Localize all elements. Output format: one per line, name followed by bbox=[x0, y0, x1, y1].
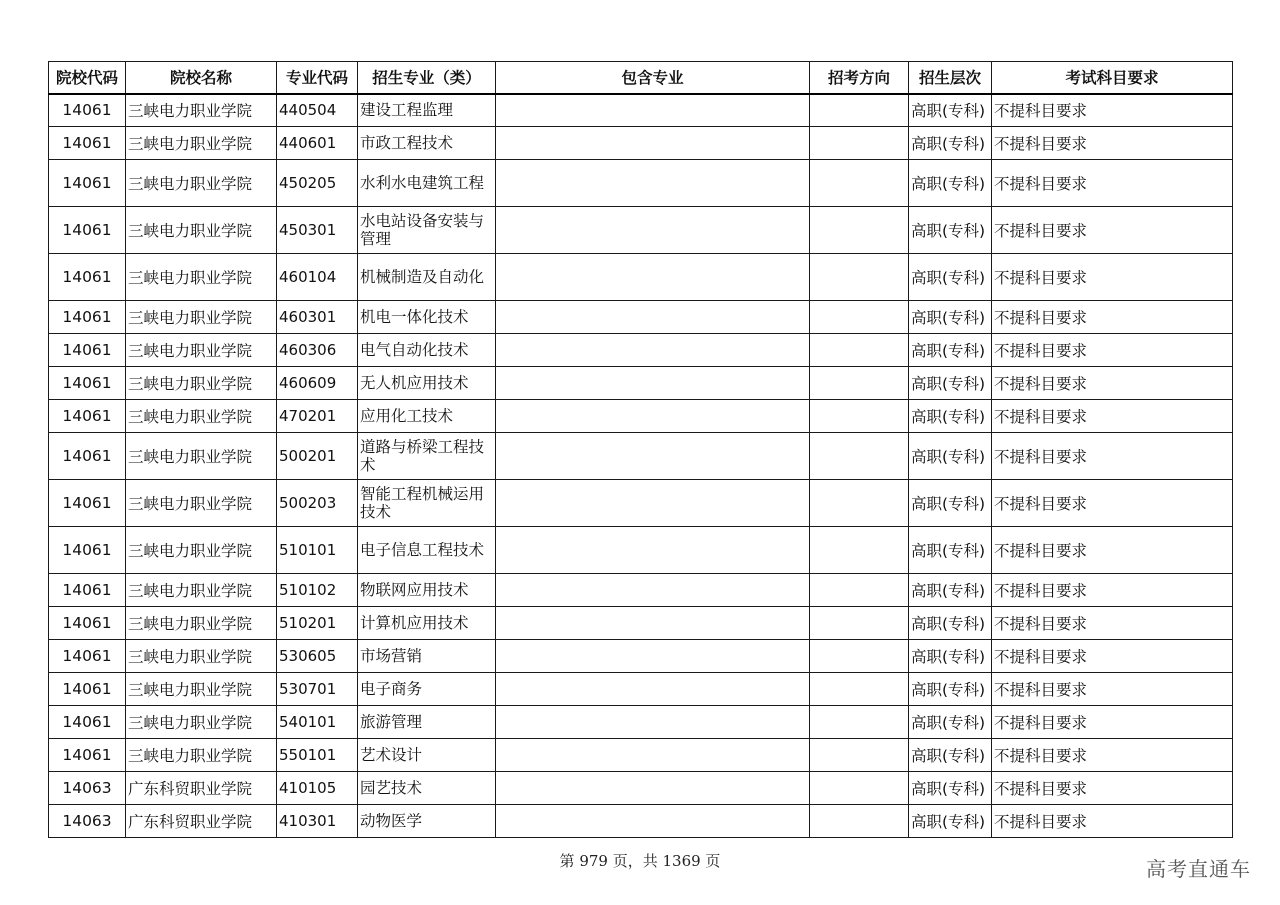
header-direction: 招考方向 bbox=[810, 62, 909, 94]
cell-major-code: 450301 bbox=[277, 207, 358, 254]
table-row bbox=[49, 433, 1233, 480]
table-row bbox=[49, 574, 1233, 607]
cell-school-name: 三峡电力职业学院 bbox=[126, 301, 277, 334]
cell-school-name: 三峡电力职业学院 bbox=[126, 673, 277, 706]
cell-requirement: 不提科目要求 bbox=[992, 805, 1233, 838]
cell-school-code: 14061 bbox=[49, 607, 126, 640]
cell-school-code: 14061 bbox=[49, 94, 126, 127]
cell-major-code: 440601 bbox=[277, 127, 358, 160]
cell-level: 高职(专科) bbox=[909, 480, 992, 527]
cell-school-code: 14061 bbox=[49, 254, 126, 301]
header-major-code: 专业代码 bbox=[277, 62, 358, 94]
cell-requirement: 不提科目要求 bbox=[992, 160, 1233, 207]
table-row bbox=[49, 527, 1233, 574]
cell-direction bbox=[810, 574, 909, 607]
cell-level: 高职(专科) bbox=[909, 706, 992, 739]
cell-major: 旅游管理 bbox=[358, 706, 496, 739]
cell-level: 高职(专科) bbox=[909, 739, 992, 772]
cell-school-code: 14061 bbox=[49, 334, 126, 367]
cell-included-majors bbox=[496, 805, 810, 838]
cell-major-code: 500203 bbox=[277, 480, 358, 527]
cell-included-majors bbox=[496, 334, 810, 367]
cell-included-majors bbox=[496, 574, 810, 607]
table-row bbox=[49, 367, 1233, 400]
cell-requirement: 不提科目要求 bbox=[992, 127, 1233, 160]
cell-major: 电子商务 bbox=[358, 673, 496, 706]
cell-school-name: 三峡电力职业学院 bbox=[126, 94, 277, 127]
header-included-majors: 包含专业 bbox=[496, 62, 810, 94]
cell-school-name: 三峡电力职业学院 bbox=[126, 207, 277, 254]
cell-school-code: 14061 bbox=[49, 673, 126, 706]
cell-included-majors bbox=[496, 127, 810, 160]
cell-requirement: 不提科目要求 bbox=[992, 433, 1233, 480]
cell-requirement: 不提科目要求 bbox=[992, 640, 1233, 673]
cell-major-code: 440504 bbox=[277, 94, 358, 127]
cell-requirement: 不提科目要求 bbox=[992, 400, 1233, 433]
cell-included-majors bbox=[496, 673, 810, 706]
cell-level: 高职(专科) bbox=[909, 400, 992, 433]
cell-direction bbox=[810, 254, 909, 301]
cell-major: 无人机应用技术 bbox=[358, 367, 496, 400]
cell-requirement: 不提科目要求 bbox=[992, 367, 1233, 400]
table-row bbox=[49, 400, 1233, 433]
cell-direction bbox=[810, 739, 909, 772]
cell-requirement: 不提科目要求 bbox=[992, 207, 1233, 254]
cell-direction bbox=[810, 301, 909, 334]
table-row bbox=[49, 254, 1233, 301]
cell-level: 高职(专科) bbox=[909, 640, 992, 673]
cell-school-name: 三峡电力职业学院 bbox=[126, 706, 277, 739]
cell-included-majors bbox=[496, 480, 810, 527]
cell-requirement: 不提科目要求 bbox=[992, 673, 1233, 706]
cell-direction bbox=[810, 94, 909, 127]
cell-direction bbox=[810, 480, 909, 527]
cell-school-name: 三峡电力职业学院 bbox=[126, 527, 277, 574]
header-requirement: 考试科目要求 bbox=[992, 62, 1233, 94]
cell-level: 高职(专科) bbox=[909, 772, 992, 805]
cell-major-code: 460609 bbox=[277, 367, 358, 400]
table-row bbox=[49, 301, 1233, 334]
cell-major: 计算机应用技术 bbox=[358, 607, 496, 640]
cell-included-majors bbox=[496, 207, 810, 254]
table-row bbox=[49, 805, 1233, 838]
cell-level: 高职(专科) bbox=[909, 367, 992, 400]
cell-major: 艺术设计 bbox=[358, 739, 496, 772]
cell-direction bbox=[810, 772, 909, 805]
cell-direction bbox=[810, 805, 909, 838]
cell-school-name: 三峡电力职业学院 bbox=[126, 640, 277, 673]
cell-requirement: 不提科目要求 bbox=[992, 94, 1233, 127]
cell-major-code: 460104 bbox=[277, 254, 358, 301]
cell-school-code: 14061 bbox=[49, 527, 126, 574]
table-row bbox=[49, 480, 1233, 527]
cell-included-majors bbox=[496, 367, 810, 400]
cell-major-code: 460301 bbox=[277, 301, 358, 334]
cell-level: 高职(专科) bbox=[909, 127, 992, 160]
cell-included-majors bbox=[496, 739, 810, 772]
cell-included-majors bbox=[496, 706, 810, 739]
cell-level: 高职(专科) bbox=[909, 527, 992, 574]
cell-included-majors bbox=[496, 640, 810, 673]
cell-requirement: 不提科目要求 bbox=[992, 574, 1233, 607]
cell-level: 高职(专科) bbox=[909, 805, 992, 838]
table-row bbox=[49, 94, 1233, 127]
cell-included-majors bbox=[496, 94, 810, 127]
cell-major: 电气自动化技术 bbox=[358, 334, 496, 367]
admission-table bbox=[48, 61, 1233, 838]
header-school-code: 院校代码 bbox=[49, 62, 126, 94]
cell-direction bbox=[810, 433, 909, 480]
cell-school-code: 14061 bbox=[49, 574, 126, 607]
table-row bbox=[49, 160, 1233, 207]
cell-school-code: 14061 bbox=[49, 640, 126, 673]
cell-major-code: 540101 bbox=[277, 706, 358, 739]
header-major: 招生专业（类） bbox=[358, 62, 496, 94]
table-row bbox=[49, 673, 1233, 706]
cell-included-majors bbox=[496, 527, 810, 574]
cell-school-name: 三峡电力职业学院 bbox=[126, 433, 277, 480]
cell-level: 高职(专科) bbox=[909, 301, 992, 334]
cell-level: 高职(专科) bbox=[909, 673, 992, 706]
cell-school-code: 14061 bbox=[49, 739, 126, 772]
cell-included-majors bbox=[496, 772, 810, 805]
table-row bbox=[49, 207, 1233, 254]
cell-major-code: 410301 bbox=[277, 805, 358, 838]
cell-level: 高职(专科) bbox=[909, 160, 992, 207]
cell-school-code: 14061 bbox=[49, 367, 126, 400]
cell-requirement: 不提科目要求 bbox=[992, 772, 1233, 805]
cell-school-code: 14061 bbox=[49, 480, 126, 527]
cell-major: 物联网应用技术 bbox=[358, 574, 496, 607]
cell-requirement: 不提科目要求 bbox=[992, 301, 1233, 334]
cell-direction bbox=[810, 160, 909, 207]
cell-level: 高职(专科) bbox=[909, 574, 992, 607]
cell-level: 高职(专科) bbox=[909, 433, 992, 480]
cell-included-majors bbox=[496, 400, 810, 433]
table-row bbox=[49, 607, 1233, 640]
cell-direction bbox=[810, 207, 909, 254]
cell-major-code: 450205 bbox=[277, 160, 358, 207]
cell-major: 建设工程监理 bbox=[358, 94, 496, 127]
header-level: 招生层次 bbox=[909, 62, 992, 94]
cell-level: 高职(专科) bbox=[909, 607, 992, 640]
cell-major-code: 500201 bbox=[277, 433, 358, 480]
cell-requirement: 不提科目要求 bbox=[992, 607, 1233, 640]
cell-major: 机械制造及自动化 bbox=[358, 254, 496, 301]
cell-school-code: 14061 bbox=[49, 207, 126, 254]
cell-major: 园艺技术 bbox=[358, 772, 496, 805]
cell-included-majors bbox=[496, 607, 810, 640]
cell-major: 市场营销 bbox=[358, 640, 496, 673]
cell-major: 动物医学 bbox=[358, 805, 496, 838]
cell-school-name: 三峡电力职业学院 bbox=[126, 160, 277, 207]
cell-school-code: 14061 bbox=[49, 160, 126, 207]
cell-direction bbox=[810, 640, 909, 673]
cell-major: 水利水电建筑工程 bbox=[358, 160, 496, 207]
cell-included-majors bbox=[496, 254, 810, 301]
table-header-row bbox=[49, 62, 1233, 94]
cell-direction bbox=[810, 607, 909, 640]
cell-school-code: 14061 bbox=[49, 433, 126, 480]
table-row bbox=[49, 640, 1233, 673]
cell-direction bbox=[810, 127, 909, 160]
cell-major: 机电一体化技术 bbox=[358, 301, 496, 334]
cell-major-code: 550101 bbox=[277, 739, 358, 772]
cell-school-code: 14061 bbox=[49, 400, 126, 433]
cell-included-majors bbox=[496, 301, 810, 334]
cell-school-name: 三峡电力职业学院 bbox=[126, 400, 277, 433]
cell-requirement: 不提科目要求 bbox=[992, 739, 1233, 772]
header-school-name: 院校名称 bbox=[126, 62, 277, 94]
cell-major-code: 470201 bbox=[277, 400, 358, 433]
page-footer: 第 979 页，共 1369 页 bbox=[559, 852, 721, 870]
cell-included-majors bbox=[496, 160, 810, 207]
cell-requirement: 不提科目要求 bbox=[992, 334, 1233, 367]
cell-direction bbox=[810, 706, 909, 739]
table-row bbox=[49, 739, 1233, 772]
cell-included-majors bbox=[496, 433, 810, 480]
cell-school-name: 三峡电力职业学院 bbox=[126, 480, 277, 527]
cell-level: 高职(专科) bbox=[909, 207, 992, 254]
cell-major-code: 530605 bbox=[277, 640, 358, 673]
cell-level: 高职(专科) bbox=[909, 254, 992, 301]
cell-major-code: 510201 bbox=[277, 607, 358, 640]
cell-school-name: 三峡电力职业学院 bbox=[126, 127, 277, 160]
cell-major-code: 460306 bbox=[277, 334, 358, 367]
cell-school-code: 14063 bbox=[49, 772, 126, 805]
cell-school-code: 14063 bbox=[49, 805, 126, 838]
cell-school-code: 14061 bbox=[49, 706, 126, 739]
cell-school-code: 14061 bbox=[49, 301, 126, 334]
cell-major: 智能工程机械运用技术 bbox=[358, 480, 496, 527]
cell-requirement: 不提科目要求 bbox=[992, 480, 1233, 527]
cell-major: 电子信息工程技术 bbox=[358, 527, 496, 574]
cell-school-name: 三峡电力职业学院 bbox=[126, 367, 277, 400]
cell-school-name: 三峡电力职业学院 bbox=[126, 739, 277, 772]
cell-school-name: 广东科贸职业学院 bbox=[126, 805, 277, 838]
cell-major: 市政工程技术 bbox=[358, 127, 496, 160]
table-row bbox=[49, 772, 1233, 805]
cell-major-code: 410105 bbox=[277, 772, 358, 805]
table-row bbox=[49, 127, 1233, 160]
cell-school-code: 14061 bbox=[49, 127, 126, 160]
cell-direction bbox=[810, 367, 909, 400]
cell-major: 水电站设备安装与管理 bbox=[358, 207, 496, 254]
cell-requirement: 不提科目要求 bbox=[992, 527, 1233, 574]
cell-level: 高职(专科) bbox=[909, 94, 992, 127]
cell-major-code: 510102 bbox=[277, 574, 358, 607]
watermark: 高考直通车 bbox=[1146, 857, 1251, 881]
table-row bbox=[49, 334, 1233, 367]
cell-major-code: 530701 bbox=[277, 673, 358, 706]
cell-major: 道路与桥梁工程技术 bbox=[358, 433, 496, 480]
cell-level: 高职(专科) bbox=[909, 334, 992, 367]
table-row bbox=[49, 706, 1233, 739]
cell-direction bbox=[810, 673, 909, 706]
cell-school-name: 三峡电力职业学院 bbox=[126, 334, 277, 367]
cell-direction bbox=[810, 527, 909, 574]
cell-requirement: 不提科目要求 bbox=[992, 254, 1233, 301]
cell-school-name: 三峡电力职业学院 bbox=[126, 574, 277, 607]
cell-school-name: 三峡电力职业学院 bbox=[126, 607, 277, 640]
cell-major-code: 510101 bbox=[277, 527, 358, 574]
cell-major: 应用化工技术 bbox=[358, 400, 496, 433]
cell-school-name: 广东科贸职业学院 bbox=[126, 772, 277, 805]
cell-school-name: 三峡电力职业学院 bbox=[126, 254, 277, 301]
cell-direction bbox=[810, 400, 909, 433]
cell-direction bbox=[810, 334, 909, 367]
cell-requirement: 不提科目要求 bbox=[992, 706, 1233, 739]
